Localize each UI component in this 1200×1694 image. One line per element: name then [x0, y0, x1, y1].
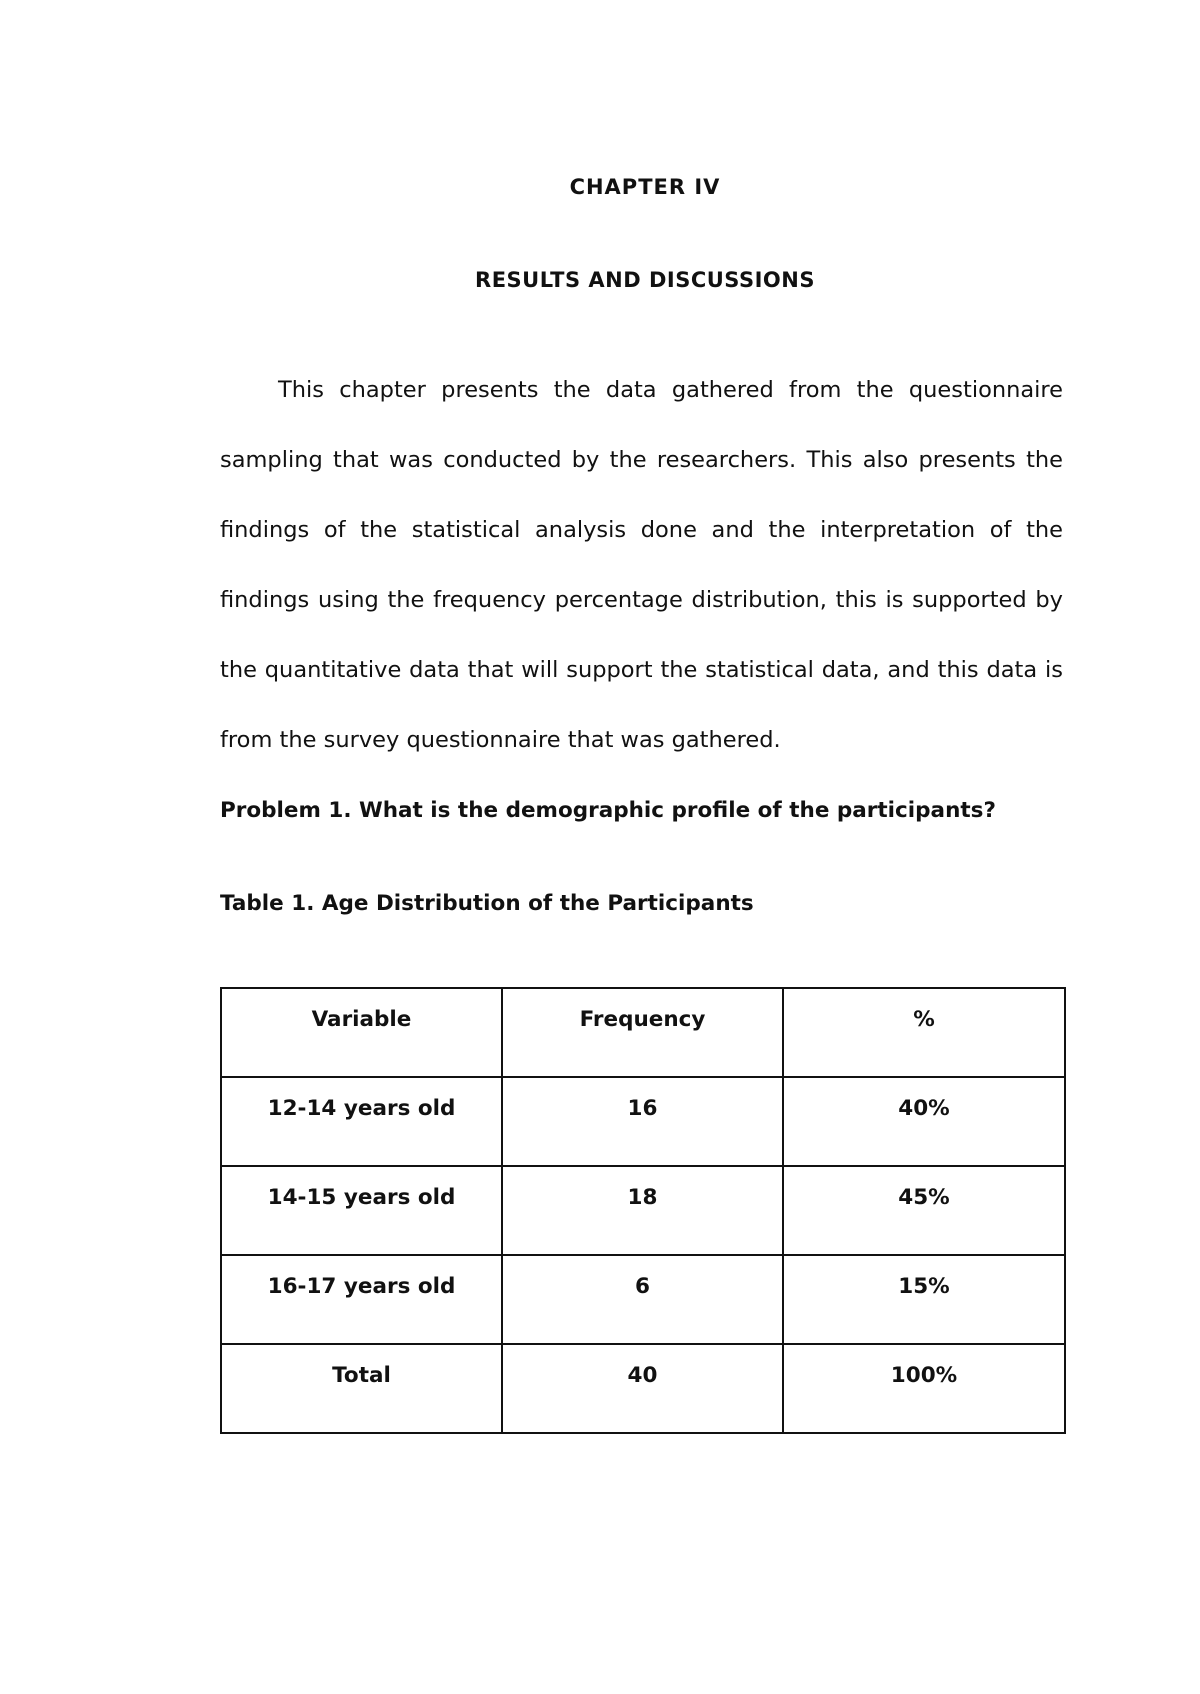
cell-frequency: 16: [502, 1077, 783, 1166]
cell-variable: 14-15 years old: [221, 1166, 502, 1255]
chapter-label: CHAPTER IV: [569, 175, 721, 199]
table-row: [221, 1077, 1065, 1166]
header-variable: Variable: [221, 988, 502, 1077]
table-caption: Table 1. Age Distribution of the Participants: [220, 891, 754, 916]
cell-percent: 45%: [783, 1166, 1065, 1255]
header-percent: %: [783, 988, 1065, 1077]
table-row: [221, 1255, 1065, 1344]
intro-paragraph: This chapter presents the data gathered from the questionnaire sampling that was conducted by the researchers. This also presents the findings of the statistical analysis done and the interpretation of the findings using the frequency percentage distribution, this is supported by the quantitative data that will support the statistical data, and this data is from the survey questionnaire that was gathered.: [220, 377, 1063, 753]
table-total-row: [221, 1344, 1065, 1433]
cell-variable: 12-14 years old: [221, 1077, 502, 1166]
cell-total-frequency: 40: [502, 1344, 783, 1433]
table-header-row: [221, 988, 1065, 1077]
cell-frequency: 18: [502, 1166, 783, 1255]
cell-variable: 16-17 years old: [221, 1255, 502, 1344]
problem-heading: Problem 1. What is the demographic profile of the participants?: [220, 798, 996, 823]
table-row: [221, 1166, 1065, 1255]
cell-percent: 15%: [783, 1255, 1065, 1344]
cell-percent: 40%: [783, 1077, 1065, 1166]
age-distribution-table: [220, 987, 1066, 1434]
header-frequency: Frequency: [502, 988, 783, 1077]
cell-total-label: Total: [221, 1344, 502, 1433]
cell-frequency: 6: [502, 1255, 783, 1344]
chapter-title: RESULTS AND DISCUSSIONS: [475, 268, 815, 292]
cell-total-percent: 100%: [783, 1344, 1065, 1433]
